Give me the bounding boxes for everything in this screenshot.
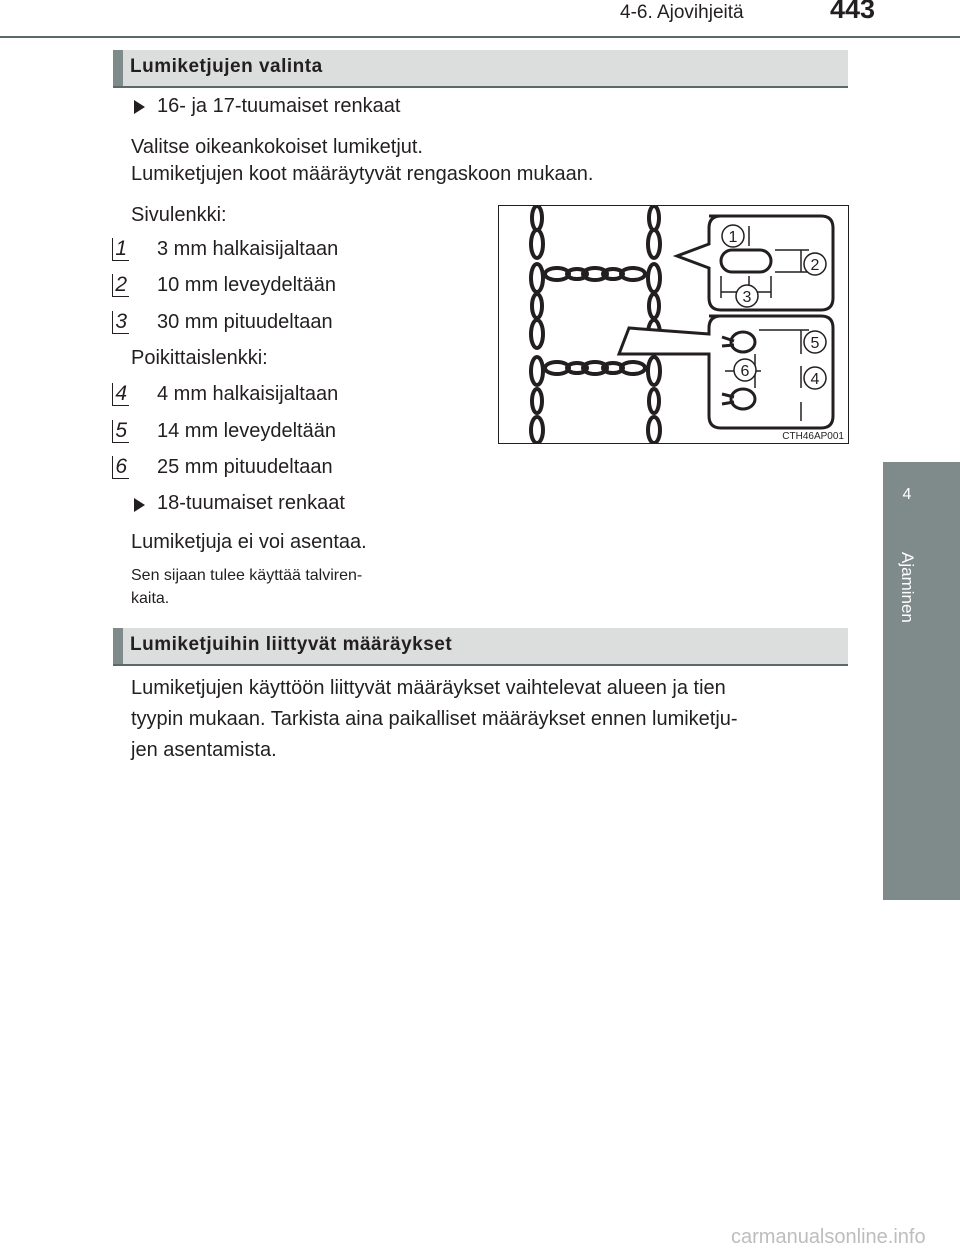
section-heading-chain-regulations: Lumiketjuihin liittyvät määräykset <box>113 628 848 666</box>
paragraph-line: Lumiketjuja ei voi asentaa. <box>131 531 367 553</box>
spec-item: 14 mm leveydeltään <box>157 420 336 442</box>
chapter-tab-label: Ajaminen <box>898 552 917 623</box>
callout-number-badge: 1 <box>112 238 129 261</box>
chapter-section-title: 4-6. Ajovihjeitä <box>620 2 744 23</box>
chapter-side-tab <box>883 462 960 900</box>
snow-chain-link-diagram <box>498 205 849 444</box>
chapter-tab-number: 4 <box>902 486 912 503</box>
callout-number-badge: 5 <box>112 420 129 443</box>
paragraph-line: Valitse oikeankokoiset lumiketjut. <box>131 136 423 158</box>
cross-link-label: Poikittaislenkki: <box>131 347 268 369</box>
section-heading-chain-selection: Lumiketjujen valinta <box>113 50 848 88</box>
page-number: 443 <box>830 0 876 24</box>
triangle-bullet-icon <box>134 100 145 114</box>
spec-item: 3 mm halkaisijaltaan <box>157 238 339 260</box>
callout-number-badge: 4 <box>112 383 129 406</box>
paragraph-line: Lumiketjujen koot määräytyvät rengaskoon mukaan. <box>131 163 594 185</box>
callout-2: 2 <box>810 257 820 274</box>
header-rule <box>0 36 960 38</box>
callout-5: 5 <box>810 335 820 352</box>
spec-item: 10 mm leveydeltään <box>157 274 336 296</box>
callout-1: 1 <box>728 229 738 246</box>
note-line: kaita. <box>131 590 170 607</box>
paragraph-line: Lumiketjujen käyttöön liittyvät määräykset vaihtelevat alueen ja tien <box>131 677 726 699</box>
chain-illustration <box>499 206 848 443</box>
watermark: carmanualsonline.info <box>731 1226 926 1248</box>
callout-3: 3 <box>742 289 752 306</box>
note-line: Sen sijaan tulee käyttää talviren- <box>131 567 363 584</box>
spec-item: 4 mm halkaisijaltaan <box>157 383 339 405</box>
callout-number-badge: 3 <box>112 311 129 334</box>
bullet-tire-16-17: 16- ja 17-tuumaiset renkaat <box>157 95 401 117</box>
paragraph-line: tyypin mukaan. Tarkista aina paikalliset määräykset ennen lumiketju- <box>131 708 738 730</box>
bullet-tire-18: 18-tuumaiset renkaat <box>157 492 345 514</box>
callout-4: 4 <box>810 371 820 388</box>
callout-number-badge: 6 <box>112 456 129 479</box>
callout-6: 6 <box>740 363 750 380</box>
side-link-label: Sivulenkki: <box>131 204 227 226</box>
spec-item: 25 mm pituudeltaan <box>157 456 333 478</box>
paragraph-line: jen asentamista. <box>131 739 277 761</box>
callout-number-badge: 2 <box>112 274 129 297</box>
diagram-code: CTH46AP001 <box>782 431 844 442</box>
spec-item: 30 mm pituudeltaan <box>157 311 333 333</box>
triangle-bullet-icon <box>134 498 145 512</box>
